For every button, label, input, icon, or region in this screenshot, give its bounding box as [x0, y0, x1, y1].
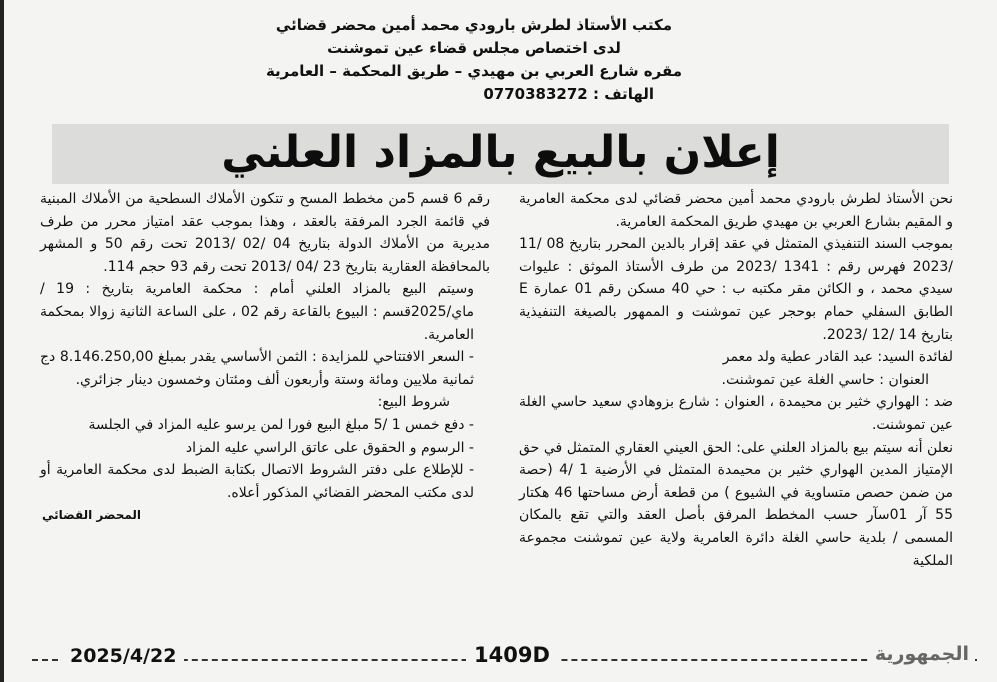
- newspaper-logo: الجمهورية: [869, 643, 975, 665]
- right-column: [519, 188, 969, 572]
- header-address-line: مقره شارع العربي بن مهيدي – طريق المحكمة – العامرية: [265, 62, 683, 80]
- header-phone-line: الهاتف : 0770383272: [483, 85, 654, 103]
- paragraph-opening-price: - السعر الافتتاحي للمزايدة : الثمن الأساسي يقدر بمبلغ 8.146.250,00 دج ثمانية ملايين ومائة وستة وأربعون ألف ومئتان وخمسون دينار جزائري.: [40, 349, 474, 388]
- paragraph-beneficiary-address: العنوان : حاسي الغلة عين تموشنت.: [721, 371, 929, 388]
- header-office-line: مكتب الأستاذ لطرش بارودي محمد أمين محضر قضائي: [275, 16, 673, 34]
- footer-date: 2025/4/22: [62, 645, 184, 667]
- paragraph-sale-conditions-heading: شروط البيع:: [377, 394, 450, 411]
- paragraph-debtor: ضد : الهواري خثير بن محيمدة ، العنوان : شارع بزوهادي سعيد حاسي الغلة عين تموشنت.: [519, 394, 953, 433]
- paragraph-beneficiary: لفائدة السيد: عبد القادر عطية ولد معمر: [722, 349, 953, 366]
- paragraph-property-continued: رقم 6 قسم 5من مخطط المسح و تتكون الأملاك السطحية من الأملاك المبنية في قائمة الجرد المرفقة بالعقد ، وهذا بموجب عقد امتياز محرر من طرف مديرية من الأملاك الدولة بتاريخ 04 /02 /2013 تحت رقم 50 و المشهر بالمحافظة العقارية بتاريخ 23 /04 /2013 تحت رقم 93 حجم 114.: [40, 191, 490, 275]
- paragraph-intro: نحن الأستاذ لطرش بارودي محمد أمين محضر قضائي لدى محكمة العامرية و المقيم بشارع العربي بن مهيدي طريق المحكمة العامرية.: [519, 191, 953, 230]
- paragraph-executive-title: بموجب السند التنفيذي المتمثل في عقد إقرار بالدين المحرر بتاريخ 08 /11 /2023 فهرس رقم : 1341 /2023 من طرف الأستاذ الموثق : عليوات سيدي محمد ، و الكائن مقر مكتبه ب : حي 40 مسكن رقم 01 عمارة E الطابق السفلي حمام بوحجر عين تموشنت و الممهور بالصيغة التنفيذية بتاريخ 14 /12 /2023.: [519, 236, 954, 343]
- header-jurisdiction-line: لدى اختصاص مجلس قضاء عين تموشنت: [327, 39, 621, 57]
- footer-code: 1409D: [466, 643, 558, 667]
- office-header: [254, 14, 694, 106]
- notice-title: إعلان بالبيع بالمزاد العلني: [221, 127, 780, 178]
- signature: المحضر القضائي: [42, 508, 142, 523]
- paragraph-property: نعلن أنه سيتم بيع بالمزاد العلني على: الحق العيني العقاري المتمثل في حق الإمتياز المدين الهواري خثير بن محيمدة المتمثل في الأرضية 1 /4 (حصة من ضمن حصص متساوية في الشيوع ) من قطعة أرض مساحتها 46 هكتار 55 آر 01سآر حسب المخطط المرفق بأصل العقد والتي تقع بالمكان المسمى / بلدية حاسي الغلة دائرة العامرية ولاية عين تموشنت مجموعة الملكية: [519, 439, 953, 569]
- paragraph-auction-date: وسيتم البيع بالمزاد العلني أمام : محكمة العامرية بتاريخ : 19 /ماي/2025قسم : البيوع بالقاعة رقم 02 ، على الساعة الثانية زوالا بمحكمة العامرية.: [40, 281, 474, 343]
- paragraph-condition-payment: - دفع خمس 1 /5 مبلغ البيع فورا لمن يرسو عليه المزاد في الجلسة: [88, 416, 474, 433]
- paragraph-condition-fees: - الرسوم و الحقوق على عاتق الراسي عليه المزاد: [185, 439, 474, 456]
- left-column: [40, 188, 490, 527]
- paragraph-condition-inquiry: - للإطلاع على دفتر الشروط الاتصال بكتابة الضبط لدى محكمة العامرية أو لدى مكتب المحضر القضائي المذكور أعلاه.: [40, 462, 474, 501]
